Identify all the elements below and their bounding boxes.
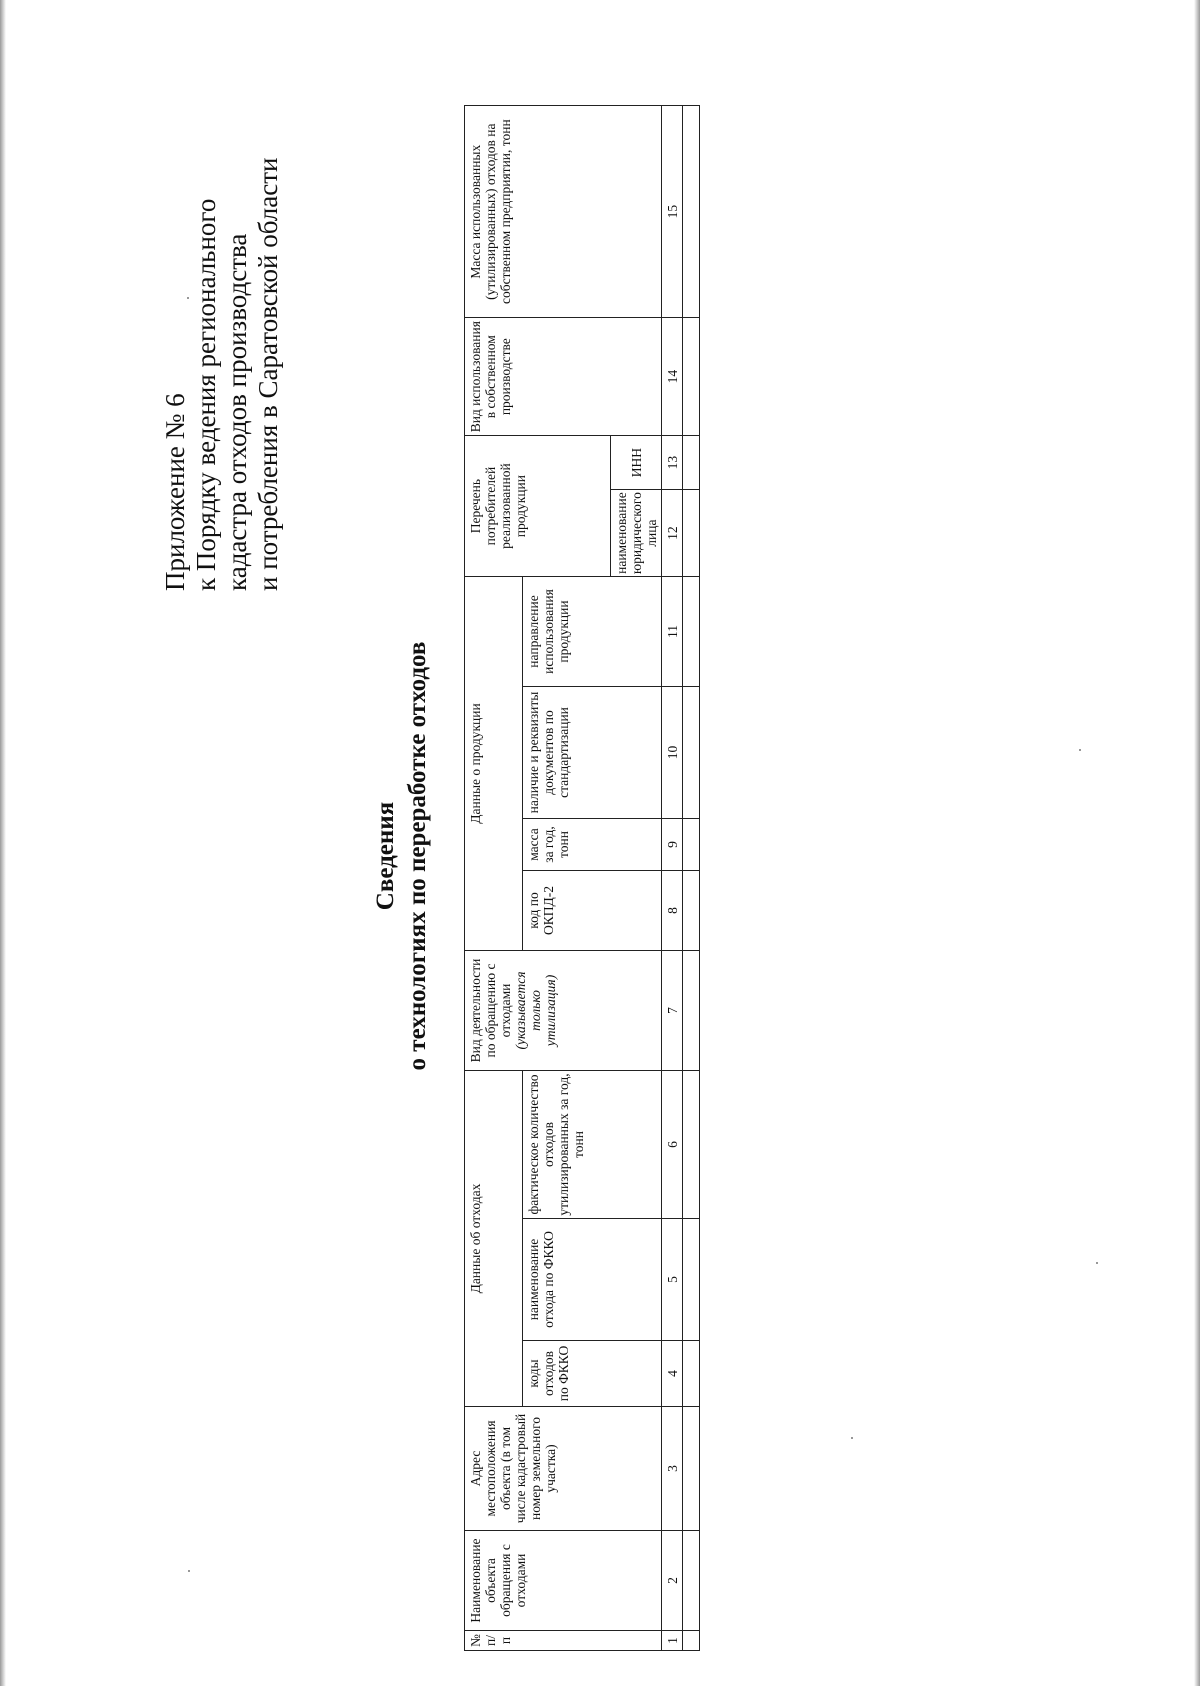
data-cell bbox=[683, 1631, 700, 1651]
data-cell bbox=[683, 1341, 700, 1407]
annex-block bbox=[160, 158, 284, 592]
header-row-1 bbox=[465, 106, 523, 1651]
annex-line-1: Приложение № 6 bbox=[160, 393, 190, 591]
header-cell: № п/п bbox=[465, 1631, 662, 1651]
column-number: 5 bbox=[662, 1219, 683, 1341]
header-cell: наличие и реквизиты документов по стандартизации bbox=[523, 687, 662, 819]
column-number: 15 bbox=[662, 106, 683, 318]
data-cell bbox=[683, 577, 700, 687]
column-number: 14 bbox=[662, 318, 683, 436]
data-cell bbox=[683, 1071, 700, 1219]
annex-line-4: и потребления в Саратовской области bbox=[253, 157, 283, 591]
data-cell bbox=[683, 1219, 700, 1341]
data-cell bbox=[683, 106, 700, 318]
empty-data-row bbox=[683, 106, 700, 1651]
header-cell: Вид использования в собственном производстве bbox=[465, 318, 662, 436]
header-cell: Масса использованных (утилизированных) отходов на собственном предприятии, тонн bbox=[465, 106, 662, 318]
header-cell: фактическое количество отходов утилизированных за год, тонн bbox=[523, 1071, 662, 1219]
header-cell: Наименование объекта обращения с отходами bbox=[465, 1531, 662, 1631]
header-cell: коды отходов по ФККО bbox=[523, 1341, 662, 1407]
column-number: 12 bbox=[662, 490, 683, 577]
table-wrapper bbox=[464, 105, 700, 1651]
column-number: 10 bbox=[662, 687, 683, 819]
column-number: 6 bbox=[662, 1071, 683, 1219]
annex-line-2: к Порядку ведения регионального bbox=[191, 198, 221, 591]
column-number: 3 bbox=[662, 1407, 683, 1531]
header-group-cell: Данные об отходах bbox=[465, 1071, 523, 1407]
data-cell bbox=[683, 951, 700, 1071]
title-line-2: о технологиях по переработке отходов bbox=[404, 641, 431, 1071]
header-group-cell: Данные о продукции bbox=[465, 577, 523, 951]
header-group-cell: Перечень потребителей реализованной продукции bbox=[465, 436, 611, 577]
data-cell bbox=[683, 1407, 700, 1531]
column-number: 1 bbox=[662, 1631, 683, 1651]
header-cell: наименование юридического лица bbox=[611, 490, 662, 577]
header-note: (указывается только утилизация) bbox=[513, 971, 558, 1050]
header-cell: код по ОКПД-2 bbox=[523, 871, 662, 951]
data-cell bbox=[683, 490, 700, 577]
annex-line-3: кадастра отходов производства bbox=[222, 233, 252, 591]
header-cell: наименование отхода по ФККО bbox=[523, 1219, 662, 1341]
column-number: 13 bbox=[662, 436, 683, 490]
title-line-1: Сведения bbox=[372, 801, 399, 911]
header-cell: масса за год, тонн bbox=[523, 819, 662, 871]
data-cell bbox=[683, 318, 700, 436]
column-number: 7 bbox=[662, 951, 683, 1071]
header-cell bbox=[465, 951, 662, 1071]
column-number: 4 bbox=[662, 1341, 683, 1407]
column-number: 8 bbox=[662, 871, 683, 951]
column-number: 9 bbox=[662, 819, 683, 871]
document-title bbox=[370, 446, 434, 1266]
column-number: 2 bbox=[662, 1531, 683, 1631]
data-cell bbox=[683, 436, 700, 490]
data-cell bbox=[683, 687, 700, 819]
data-cell bbox=[683, 871, 700, 951]
column-number: 11 bbox=[662, 577, 683, 687]
header-cell: Адрес местоположения объекта (в том числе кадастровый номер земельного участка) bbox=[465, 1407, 662, 1531]
column-number-row bbox=[662, 106, 683, 1651]
data-cell bbox=[683, 1531, 700, 1631]
header-cell: направление использования продукции bbox=[523, 577, 662, 687]
header-text: Вид деятельности по обращению с отходами bbox=[468, 958, 513, 1063]
waste-technology-table bbox=[464, 105, 700, 1651]
data-cell bbox=[683, 819, 700, 871]
header-cell: ИНН bbox=[611, 436, 662, 490]
